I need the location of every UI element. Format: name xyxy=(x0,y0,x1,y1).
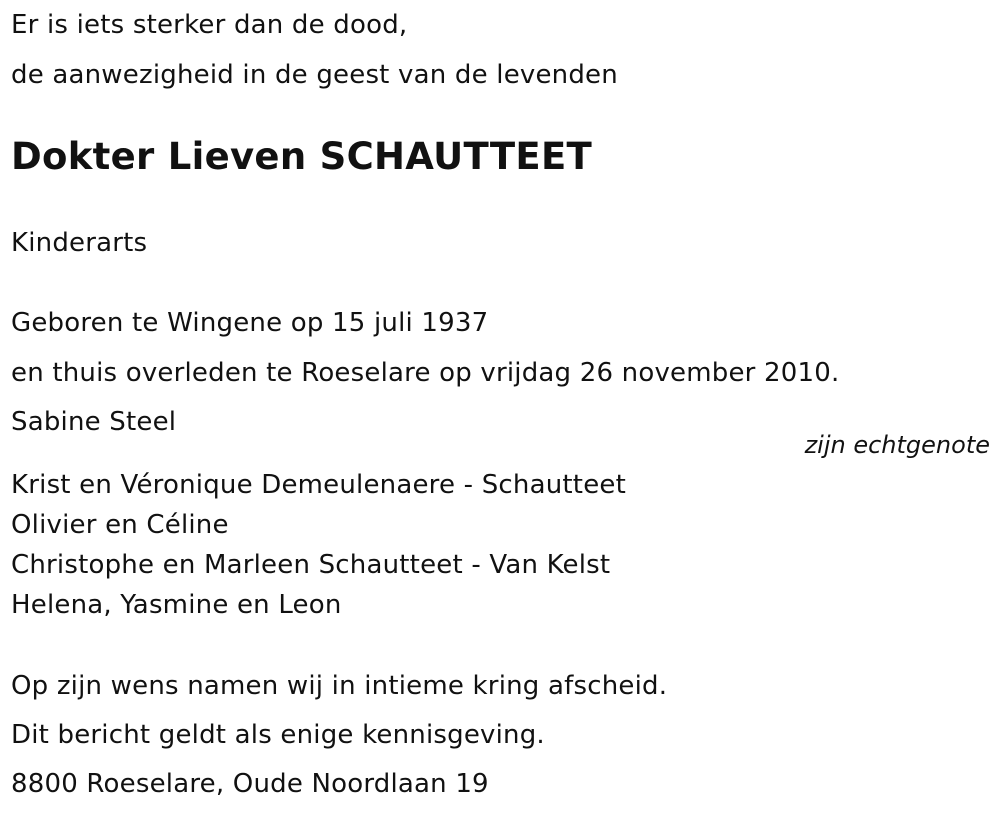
family-line: Krist en Véronique Demeulenaere - Schautteet xyxy=(11,470,626,500)
family-line: Christophe en Marleen Schautteet - Van Kelst xyxy=(11,550,611,580)
death-line: en thuis overleden te Roeselare op vrijdag 26 november 2010. xyxy=(11,358,840,388)
quote-line-1: Er is iets sterker dan de dood, xyxy=(11,10,408,40)
family-line: Olivier en Céline xyxy=(11,510,229,540)
deceased-name: Dokter Lieven SCHAUTTEET xyxy=(11,135,593,178)
closing-line-1: Op zijn wens namen wij in intieme kring afscheid. xyxy=(11,671,668,701)
family-line: Helena, Yasmine en Leon xyxy=(11,590,342,620)
closing-line-2: Dit bericht geldt als enige kennisgeving. xyxy=(11,720,545,750)
address: 8800 Roeselare, Oude Noordlaan 19 xyxy=(11,769,489,799)
spouse-name: Sabine Steel xyxy=(11,407,177,437)
quote-line-2: de aanwezigheid in de geest van de levenden xyxy=(11,60,618,90)
birth-line: Geboren te Wingene op 15 juli 1937 xyxy=(11,308,489,338)
profession: Kinderarts xyxy=(11,228,148,258)
spouse-relation: zijn echtgenote xyxy=(804,431,990,459)
